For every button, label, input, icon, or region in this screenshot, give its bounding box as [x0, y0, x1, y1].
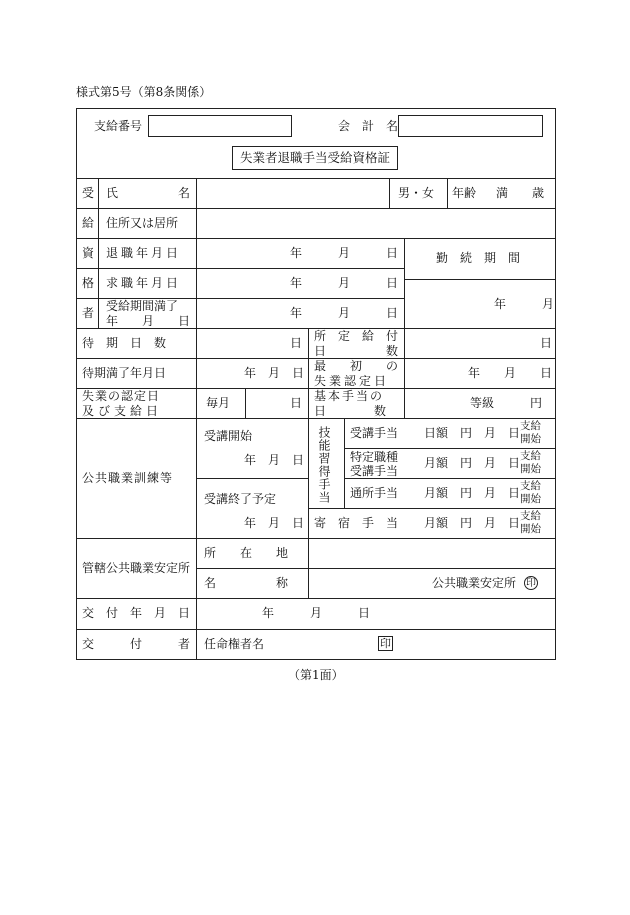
office-section-label: 管轄公共職業安定所: [82, 561, 191, 575]
training-section-label: 公共職業訓練等: [82, 471, 174, 485]
recipient-section-char: 資: [82, 246, 95, 260]
rule: [404, 238, 405, 418]
training-start-label: 受講開始: [204, 429, 253, 443]
period-end-label-sub: 年 月 日: [106, 314, 191, 328]
cert-day-label-sub: 及び支給日: [82, 404, 163, 418]
office-name-label: 名 称: [204, 576, 289, 590]
office-suffix: 公共職業安定所: [432, 576, 517, 590]
basic-allowance-label-sub: 日 数: [314, 404, 387, 418]
waiting-end-label: 待期満了年月日: [82, 366, 167, 380]
commute-allowance-amount[interactable]: 月額 円 月 日: [424, 486, 521, 500]
office-location-label: 所 在 地: [204, 546, 289, 560]
payment-number-label: 支給番号: [94, 119, 143, 133]
special-job-note: 支給: [520, 450, 541, 462]
grade-yen-value[interactable]: 等級 円: [470, 396, 543, 410]
commute-allowance-note: 支給: [520, 480, 541, 492]
period-end-value[interactable]: 年 月 日: [290, 306, 399, 320]
age-label: 年齢: [452, 186, 477, 200]
office-location-field[interactable]: [309, 539, 555, 567]
prescribed-days-unit: 日: [540, 336, 553, 350]
issuer-seal: 印: [380, 637, 391, 650]
special-job-amount[interactable]: 月額 円 月 日: [424, 456, 521, 470]
retire-date-value[interactable]: 年 月 日: [290, 246, 399, 260]
job-seek-date-label: 求職年月日: [106, 276, 182, 290]
special-job-label: 特定職種: [350, 450, 399, 464]
name-field[interactable]: [197, 179, 388, 207]
monthly-day-unit: 日: [290, 396, 303, 410]
rule: [196, 568, 556, 569]
accounting-label: 会 計 名: [338, 119, 399, 133]
commute-allowance-label: 通所手当: [350, 486, 399, 500]
lecture-allowance-note: 支給: [520, 420, 541, 432]
rule: [245, 388, 246, 418]
age-value[interactable]: 満 歳: [496, 186, 545, 200]
rule: [308, 328, 309, 538]
address-label: 住所又は居所: [106, 216, 179, 230]
skill-allowance-label: 技能習得手当: [317, 426, 331, 504]
rule: [196, 178, 197, 660]
rule: [76, 629, 556, 630]
lodging-allowance-note-sub: 開始: [520, 523, 541, 535]
issuer-label: 交 付 者: [82, 637, 191, 651]
rule: [308, 508, 556, 509]
job-seek-date-value[interactable]: 年 月 日: [290, 276, 399, 290]
rule: [76, 418, 556, 419]
special-job-note-sub: 開始: [520, 463, 541, 475]
lecture-allowance-label: 受講手当: [350, 426, 399, 440]
service-period-value[interactable]: 年 月: [494, 297, 555, 311]
office-seal: 印: [526, 578, 536, 589]
recipient-section-char: 給: [82, 216, 95, 230]
name-label: 氏 名: [106, 186, 191, 200]
prescribed-days-label-sub: 日 数: [314, 344, 399, 358]
first-cert-value[interactable]: 年 月 日: [468, 366, 553, 380]
monthly-label: 毎月: [206, 396, 231, 410]
rule: [196, 478, 308, 479]
training-end-label: 受講終了予定: [204, 492, 277, 506]
page-label: （第1面）: [288, 668, 344, 682]
payment-number-field[interactable]: [148, 115, 292, 137]
rule: [98, 178, 99, 328]
first-cert-label-sub: 失業認定日: [314, 374, 390, 388]
waiting-days-unit: 日: [290, 336, 303, 350]
waiting-end-value[interactable]: 年 月 日: [244, 366, 305, 380]
rule: [447, 178, 448, 208]
form-number-label: 様式第5号（第8条関係）: [76, 85, 212, 99]
recipient-section-char: 格: [82, 276, 95, 290]
recipient-section-char: 者: [82, 306, 95, 320]
waiting-days-label: 待 期 日 数: [82, 336, 167, 350]
authority-label: 任命権者名: [204, 637, 265, 651]
issue-date-value[interactable]: 年 月 日: [262, 606, 371, 620]
rule: [76, 598, 556, 599]
rule: [404, 279, 556, 280]
training-end-value[interactable]: 年 月 日: [244, 516, 305, 530]
training-start-value[interactable]: 年 月 日: [244, 453, 305, 467]
lecture-allowance-amount[interactable]: 日額 円 月 日: [424, 426, 521, 440]
rule: [344, 448, 556, 449]
lodging-allowance-note: 支給: [520, 510, 541, 522]
prescribed-days-label: 所 定 給 付: [314, 329, 399, 343]
issue-date-label: 交 付 年 月 日: [82, 606, 191, 620]
lodging-allowance-amount[interactable]: 月額 円 月 日: [424, 516, 521, 530]
commute-allowance-note-sub: 開始: [520, 493, 541, 505]
cert-day-label: 失業の認定日: [82, 389, 161, 403]
lecture-allowance-note-sub: 開始: [520, 433, 541, 445]
rule: [76, 268, 404, 269]
document-title: 失業者退職手当受給資格証: [240, 150, 391, 165]
rule: [344, 418, 345, 508]
basic-allowance-label: 基本手当の: [314, 389, 385, 403]
accounting-field[interactable]: [398, 115, 543, 137]
recipient-section-char: 受: [82, 186, 95, 200]
retire-date-label: 退職年月日: [106, 246, 182, 260]
gender-option[interactable]: 男・女: [398, 186, 435, 200]
rule: [389, 178, 390, 208]
rule: [76, 238, 556, 239]
address-field[interactable]: [197, 209, 555, 237]
special-job-label-sub: 受講手当: [350, 464, 399, 478]
period-end-label: 受給期間満了: [106, 299, 179, 313]
lodging-allowance-label: 寄 宿 手 当: [314, 516, 399, 530]
first-cert-label: 最 初 の: [314, 359, 399, 373]
service-period-label: 勤 続 期 間: [436, 251, 521, 265]
rule: [344, 478, 556, 479]
